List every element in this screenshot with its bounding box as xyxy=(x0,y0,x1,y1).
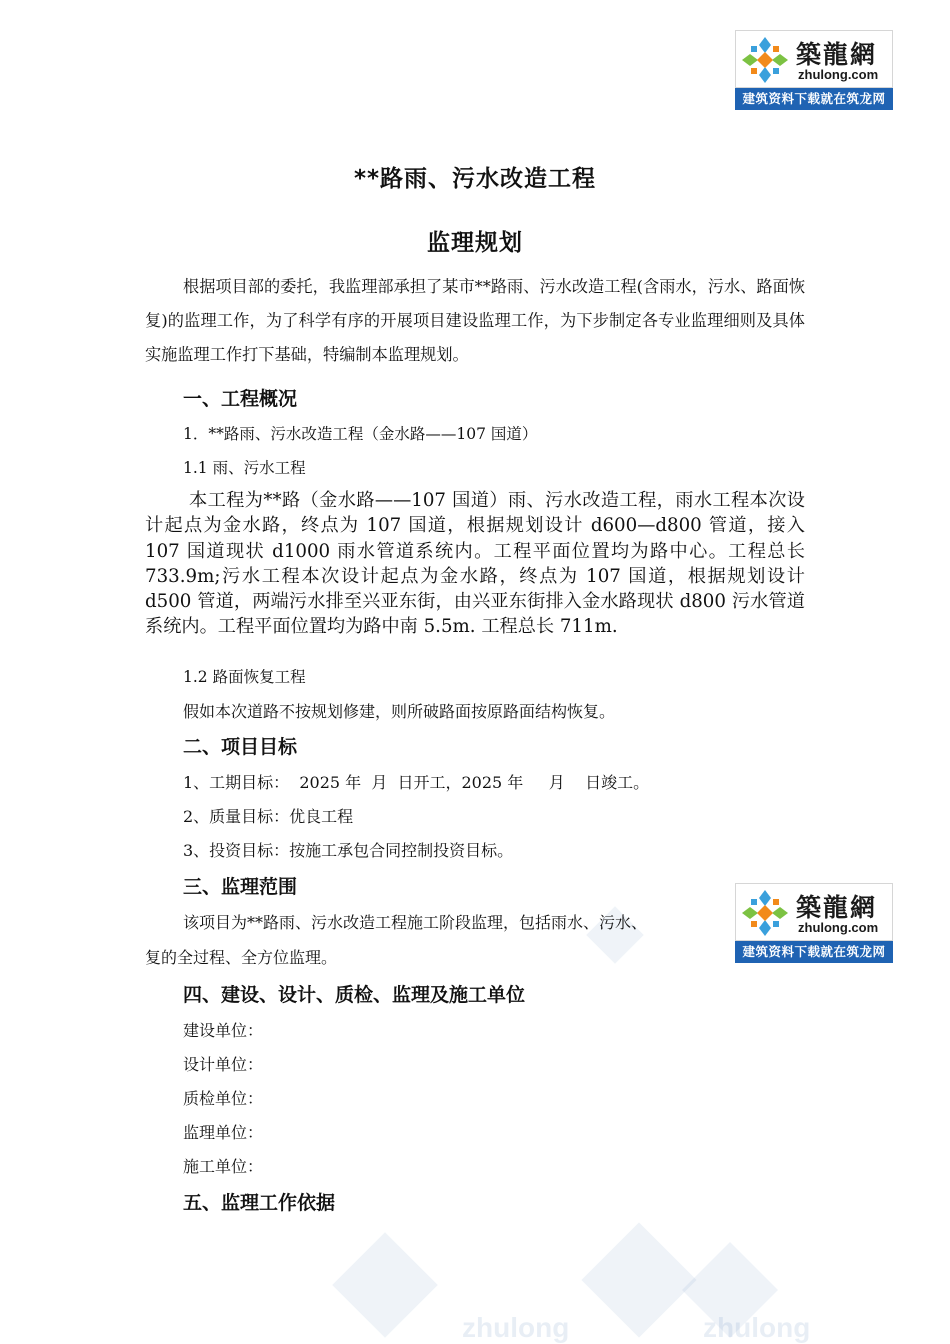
logo-domain: zhulong.com xyxy=(798,920,879,935)
section-heading: 三、监理范围 xyxy=(183,876,298,898)
intro-paragraph: 根据项目部的委托，我监理部承担了某市**路雨、污水改造工程(含雨水，污水、路面恢复)的监理工作，为了科学有序的开展项目建设监理工作，为下步制定各专业监理细则及具体实施监理工作打下基础，特编制本监理规划。 xyxy=(145,277,805,364)
watermark-text: zhulong xyxy=(462,1312,570,1343)
watermark-logo-icon xyxy=(330,1230,440,1340)
section-heading: 二、项目目标 xyxy=(183,736,298,758)
logo-box xyxy=(735,30,893,88)
goal-schedule: 1、工期目标： 2025 年 月 日开工，2025 年 月 日竣工。 xyxy=(183,773,650,792)
logo-slogan: 建筑资料下载就在筑龙网 xyxy=(735,941,893,963)
section-heading: 五、监理工作依据 xyxy=(183,1192,336,1214)
scope-line: 复的全过程、全方位监理。 xyxy=(145,948,338,967)
section-body: 假如本次道路不按规划修建，则所破路面按原路面结构恢复。 xyxy=(183,702,616,721)
unit-design: 设计单位： xyxy=(183,1055,264,1074)
goal-quality: 2、质量目标：优良工程 xyxy=(183,807,354,826)
logo-domain: zhulong.com xyxy=(798,67,879,82)
logo-slogan: 建筑资料下载就在筑龙网 xyxy=(735,88,893,110)
zhulong-snowflake-icon xyxy=(740,888,790,938)
document-subtitle: 监理规划 xyxy=(427,230,523,256)
zhulong-logo[interactable] xyxy=(735,30,893,110)
zhulong-snowflake-icon xyxy=(740,35,790,85)
section-subitem: 1.2 路面恢复工程 xyxy=(183,668,306,686)
zhulong-logo[interactable] xyxy=(735,883,893,963)
section-item: 1．**路雨、污水改造工程（金水路——107 国道） xyxy=(183,425,538,443)
section-heading: 一、工程概况 xyxy=(183,388,298,410)
unit-contractor: 施工单位： xyxy=(183,1157,264,1176)
logo-box xyxy=(735,883,893,941)
unit-construction: 建设单位： xyxy=(183,1021,264,1040)
document-title: **路雨、污水改造工程 xyxy=(353,166,597,192)
project-description: 本工程为**路（金水路——107 国道）雨、污水改造工程，雨水工程本次设计起点为金水路，终点为 107 国道，根据规划设计 d600—d800 管道，接入 107 国道现状 d1000 雨水管道系统内。工程平面位置均为路中心。工程总长 733.9m;污水工程本次设计起点为金水路，终点为 107 国道，根据规划设计 d500 管道，两端污水排至兴亚东街，由兴亚东街排入金水路现状 d800 污水管道系统内。工程平面位置均为路中南 5.5m. 工程总长 711m. xyxy=(145,490,805,638)
watermark-text: zhulong xyxy=(703,1312,811,1343)
goal-investment: 3、投资目标：按施工承包合同控制投资目标。 xyxy=(183,841,514,860)
scope-line: 该项目为**路雨、污水改造工程施工阶段监理，包括雨水、污水、 xyxy=(183,913,648,932)
unit-quality-inspection: 质检单位： xyxy=(183,1089,264,1108)
unit-supervision: 监理单位： xyxy=(183,1123,264,1142)
section-heading: 四、建设、设计、质检、监理及施工单位 xyxy=(183,984,526,1006)
logo-name-cn: 築龍網 xyxy=(796,40,878,69)
section-subitem: 1.1 雨、污水工程 xyxy=(183,459,306,477)
logo-name-cn: 築龍網 xyxy=(796,893,878,922)
